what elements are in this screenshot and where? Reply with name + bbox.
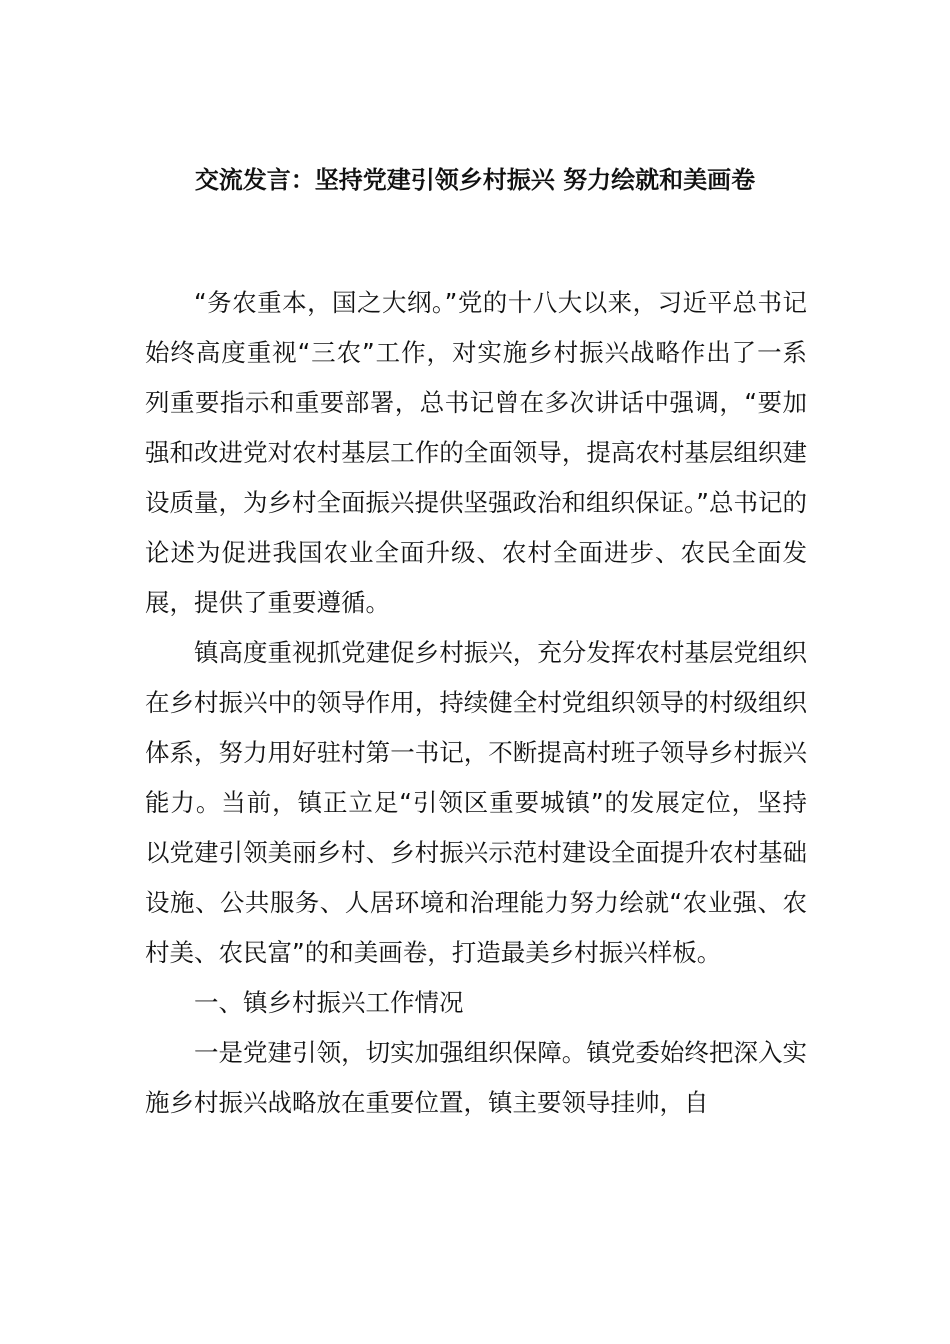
document-body	[145, 278, 807, 1128]
paragraph: “务农重本，国之大纲。”党的十八大以来，习近平总书记始终高度重视“三农”工作，对实施乡村振兴战略作出了一系列重要指示和重要部署，总书记曾在多次讲话中强调，“要加强和改进党对农村基层工作的全面领导，提高农村基层组织建设质量，为乡村全面振兴提供坚强政治和组织保证。”总书记的论述为促进我国农业全面升级、农村全面进步、农民全面发展，提供了重要遵循。	[145, 288, 807, 617]
paragraph: 一是党建引领，切实加强组织保障。镇党委始终把深入实施乡村振兴战略放在重要位置，镇主要领导挂帅，自	[145, 1038, 807, 1117]
document-title: 交流发言：坚持党建引领乡村振兴 努力绘就和美画卷	[194, 166, 756, 194]
section-heading: 一、镇乡村振兴工作情况	[194, 988, 464, 1017]
paragraph: 镇高度重视抓党建促乡村振兴，充分发挥农村基层党组织在乡村振兴中的领导作用，持续健全村党组织领导的村级组织体系，努力用好驻村第一书记，不断提高村班子领导乡村振兴能力。当前，镇正立足“引领区重要城镇”的发展定位，坚持以党建引领美丽乡村、乡村振兴示范村建设全面提升农村基础设施、公共服务、人居环境和治理能力努力绘就“农业强、农村美、农民富”的和美画卷，打造最美乡村振兴样板。	[145, 638, 807, 967]
